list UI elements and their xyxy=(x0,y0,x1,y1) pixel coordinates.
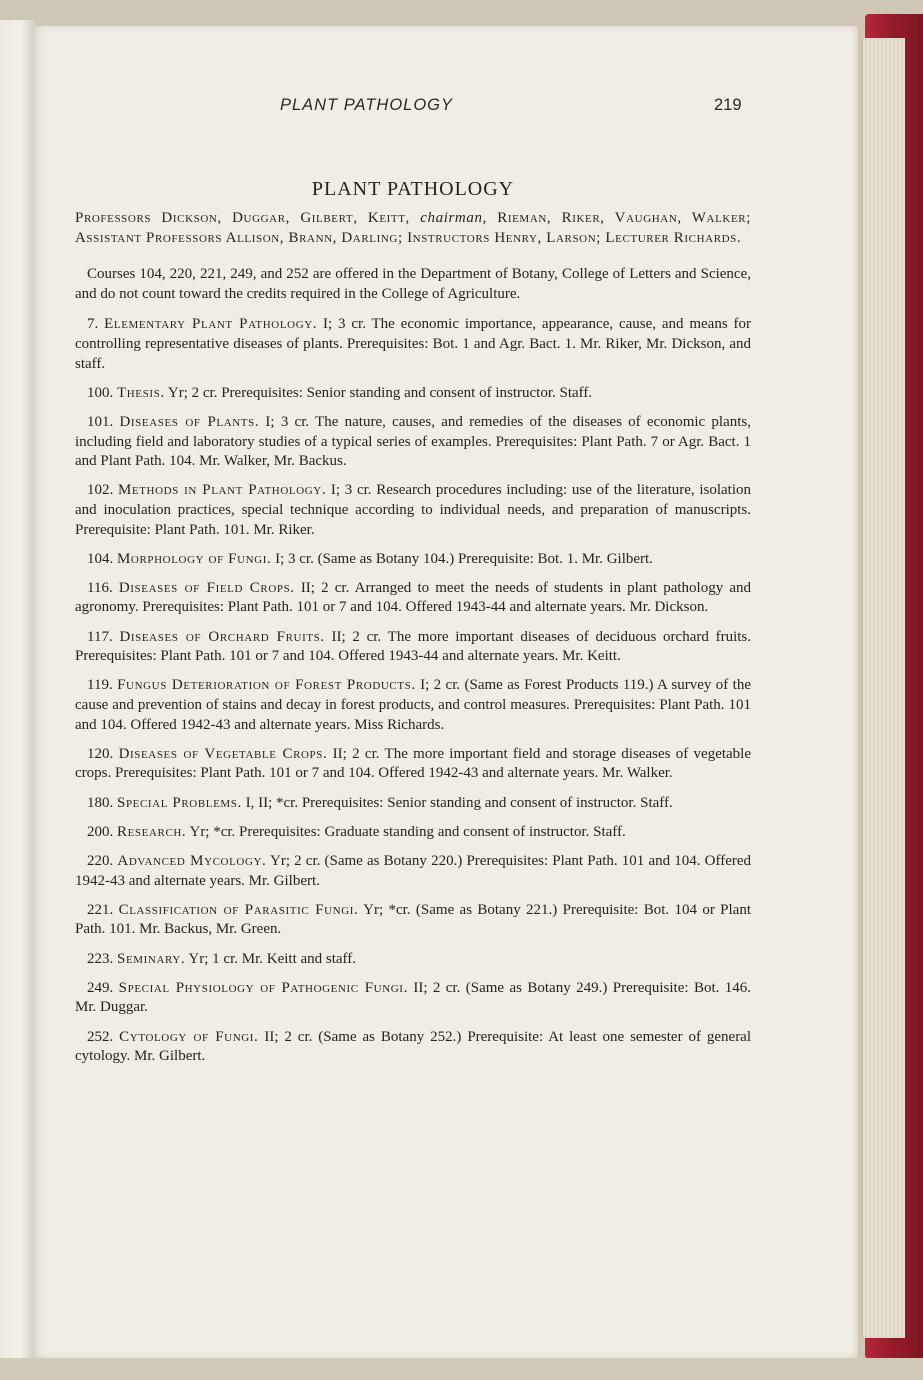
course-entry xyxy=(75,823,751,843)
course-number: 252. xyxy=(87,1028,114,1045)
course-title: Seminary. xyxy=(117,950,186,967)
course-title: Diseases of Orchard Fruits. xyxy=(119,628,325,645)
course-description: II; 2 cr. The more important diseases of deciduous orchard fruits. Prerequisites: Plant Path. 101 or 7 and 104. Offered 1943-44 and alternate years. Mr. Keitt. xyxy=(75,628,751,665)
course-entry xyxy=(75,745,751,784)
course-number: 180. xyxy=(87,794,114,811)
course-entry xyxy=(75,1028,751,1067)
course-title: Diseases of Vegetable Crops. xyxy=(118,745,328,762)
page-edges xyxy=(862,38,905,1338)
page-number: 219 xyxy=(714,96,742,114)
course-title: Special Problems. xyxy=(117,794,242,811)
course-title: Advanced Mycology. xyxy=(117,852,267,869)
course-description: I, II; *cr. Prerequisites: Senior standing and consent of instructor. Staff. xyxy=(245,794,673,811)
course-description: Yr; *cr. (Same as Botany 221.) Prerequisite: Bot. 104 or Plant Path. 101. Mr. Backus, Mr. Green. xyxy=(75,901,752,938)
course-number: 220. xyxy=(87,852,114,869)
course-entry xyxy=(75,950,751,970)
course-number: 102. xyxy=(87,482,114,499)
course-description: Yr; 2 cr. Prerequisites: Senior standing and consent of instructor. Staff. xyxy=(167,384,593,401)
course-number: 249. xyxy=(87,979,114,996)
course-number: 221. xyxy=(87,901,114,918)
course-entry xyxy=(75,315,751,374)
course-description: I; 3 cr. (Same as Botany 104.) Prerequisite: Bot. 1. Mr. Gilbert. xyxy=(275,550,653,567)
course-number: 200. xyxy=(87,823,114,840)
running-title: PLANT PATHOLOGY xyxy=(280,96,454,114)
course-title: Cytology of Fungi. xyxy=(119,1028,259,1045)
course-number: 104. xyxy=(87,550,114,567)
course-entry xyxy=(75,901,751,940)
course-entry xyxy=(75,852,751,891)
scan-bottom-margin xyxy=(0,1358,923,1380)
course-entry xyxy=(75,550,751,570)
course-description: I; 2 cr. (Same as Forest Products 119.) A survey of the cause and prevention of stains and decay in forest products, and control measures. Prerequisites: Plant Path. 101 and 104. Offered 1942-43 and alternate years. Miss Richards. xyxy=(75,677,751,733)
course-title: Methods in Plant Pathology. xyxy=(117,482,327,499)
course-description: I; 3 cr. The nature, causes, and remedies of the diseases of economic plants, including field and laboratory studies of a typical series of examples. Prerequisites: Plant Path. 7 or Agr. Bact. 1 and Plant Path. 104. Mr. Walker, Mr. Backus. xyxy=(75,413,752,470)
course-entry xyxy=(75,579,751,618)
course-title: Elementary Plant Pathology. xyxy=(104,316,318,333)
course-description: Yr; *cr. Prerequisites: Graduate standing and consent of instructor. Staff. xyxy=(189,823,626,840)
course-title: Thesis. xyxy=(117,384,165,401)
course-number: 101. xyxy=(87,413,114,430)
course-description: Yr; 2 cr. (Same as Botany 220.) Prerequisites: Plant Path. 101 and 104. Offered 1942-43 and alternate years. Mr. Gilbert. xyxy=(75,852,751,889)
section-title: PLANT PATHOLOGY xyxy=(311,178,515,200)
course-title: Diseases of Field Crops. xyxy=(118,579,295,596)
course-entry xyxy=(75,676,751,735)
course-entry xyxy=(75,481,751,540)
course-number: 7. xyxy=(87,316,99,333)
intro-paragraph: Courses 104, 220, 221, 249, and 252 are offered in the Department of Botany, College of Letters and Science, and do not count toward the credits required in the College of Agriculture. xyxy=(75,266,751,302)
course-title: Fungus Deterioration of Forest Products. xyxy=(117,677,416,694)
course-description: Yr; 1 cr. Mr. Keitt and staff. xyxy=(188,950,357,967)
course-title: Diseases of Plants. xyxy=(119,413,260,430)
faculty-post: Rieman, Riker, Vaughan, Walker; Assistant Professors Allison, Brann, Darling; Instructors Henry, Larson; Lecturer Richards. xyxy=(75,210,751,246)
course-entry xyxy=(75,979,751,1018)
faculty-list xyxy=(75,209,751,248)
course-number: 116. xyxy=(87,579,113,596)
faculty-pre: Professors Dickson, Duggar, Gilbert, Keitt, xyxy=(75,210,421,226)
course-description: I; 3 cr. The economic importance, appearance, cause, and means for controlling representative diseases of plants. Prerequisites: Bot. 1 and Agr. Bact. 1. Mr. Riker, Mr. Dickson, and staff. xyxy=(75,316,752,372)
course-entry xyxy=(75,794,751,814)
course-description: II; 2 cr. (Same as Botany 252.) Prerequisite: At least one semester of general cytology. Mr. Gilbert. xyxy=(75,1028,752,1065)
course-title: Research. xyxy=(117,823,187,840)
course-number: 100. xyxy=(87,384,114,401)
facing-page-strip xyxy=(0,20,34,1360)
course-description: II; 2 cr. The more important field and storage diseases of vegetable crops. Prerequisites: Plant Path. 101 or 7 and 104. Offered 1942-43 and alternate years. Mr. Walker. xyxy=(75,745,752,782)
course-title: Special Physiology of Pathogenic Fungi. xyxy=(118,979,408,996)
course-entry xyxy=(75,628,751,667)
course-list xyxy=(75,315,751,1066)
course-description: I; 3 cr. Research procedures including: use of the literature, isolation and inoculation practices, special technique according to individual needs, and preparation of manuscripts. Prerequisite: Plant Path. 101. Mr. Riker. xyxy=(75,482,752,538)
course-description: II; 2 cr. (Same as Botany 249.) Prerequisite: Bot. 146. Mr. Duggar. xyxy=(75,979,752,1016)
course-description: II; 2 cr. Arranged to meet the needs of students in plant pathology and agronomy. Prerequisites: Plant Path. 101 or 7 and 104. Offered 1943-44 and alternate years. Mr. Dickson. xyxy=(75,579,752,616)
course-entry xyxy=(75,384,751,404)
page-content xyxy=(75,176,751,1076)
course-title: Morphology of Fungi. xyxy=(117,550,272,567)
course-number: 117. xyxy=(87,628,113,645)
course-title: Classification of Parasitic Fungi. xyxy=(118,901,359,918)
course-entry xyxy=(75,413,751,472)
course-number: 119. xyxy=(87,677,113,694)
course-number: 223. xyxy=(87,950,114,967)
faculty-chair: chairman, xyxy=(420,210,487,226)
course-number: 120. xyxy=(87,745,114,762)
